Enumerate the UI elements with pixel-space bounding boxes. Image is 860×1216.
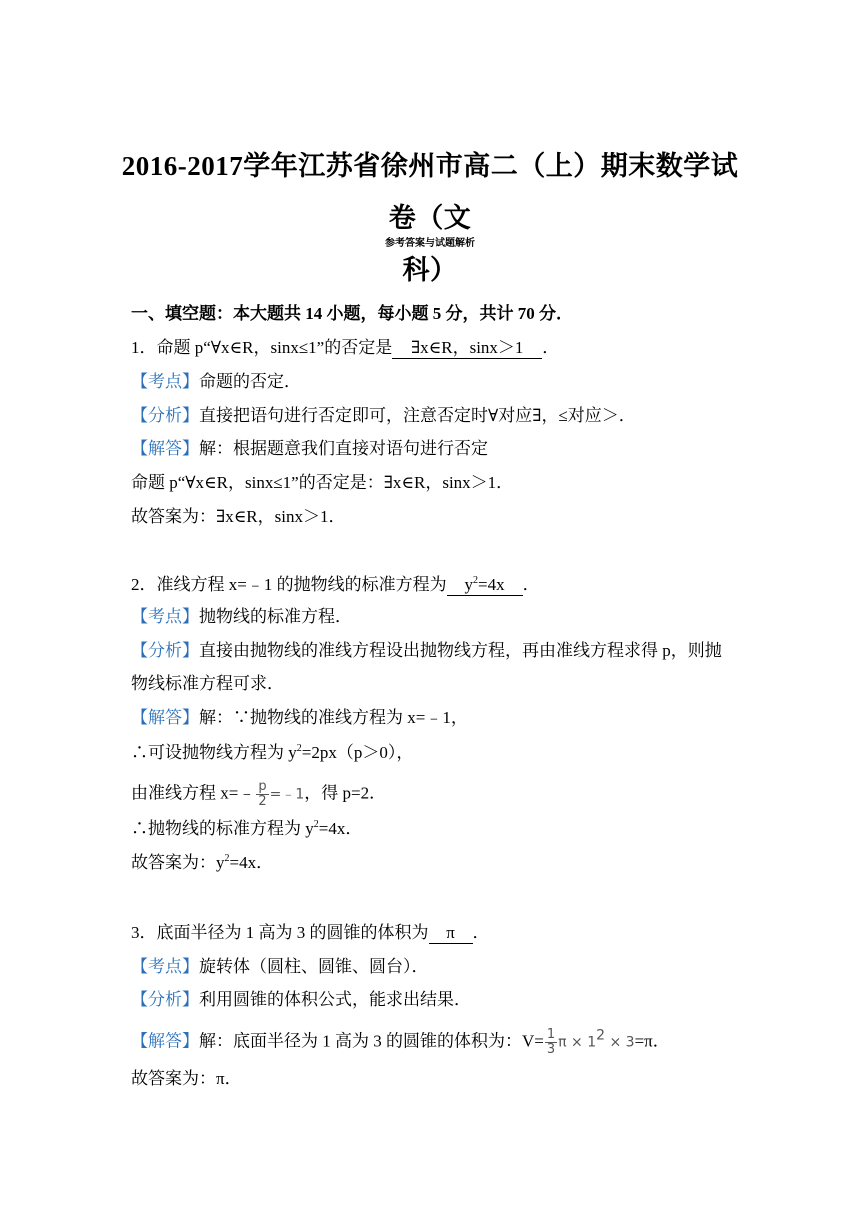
q2-line4-sup: 2 — [313, 819, 319, 830]
q3-formula-a: π × 1 — [558, 1034, 597, 1051]
q2-answer-base: y — [464, 575, 474, 594]
q3-frac-num: 1 — [546, 1027, 556, 1042]
q2-jieda — [131, 706, 468, 730]
q2-kaodian-text: 抛物线的标准方程． — [199, 607, 352, 626]
q3-final-answer: 故答案为：π． — [131, 1069, 242, 1088]
q2-answer-blank — [447, 575, 523, 596]
q1-question — [131, 336, 559, 360]
q3-formula-b: × 3 — [605, 1034, 635, 1051]
q1-jieda — [131, 437, 488, 461]
q3-jieda — [131, 1028, 670, 1057]
kaodian-tag: 【考点】 — [131, 372, 199, 391]
q1-question-text: 1．命题 p“∀x∈R，sinx≤1”的否定是 — [131, 338, 393, 357]
q2-jieda-text: 解：∵抛物线的准线方程为 x=﹣1， — [199, 708, 468, 727]
q3-jieda-text: 解：底面半径为 1 高为 3 的圆锥的体积为：V= — [199, 1031, 544, 1051]
q2-line2-sup: 2 — [296, 743, 302, 754]
jieda-tag: 【解答】 — [131, 708, 199, 727]
q1-question-suffix: ． — [542, 338, 560, 357]
q2-frac-den: 2 — [258, 794, 267, 809]
q2-line3-math: =﹣1 — [269, 786, 305, 803]
q3-fenxi — [131, 988, 471, 1012]
q2-line3-suffix: ，得 p=2． — [304, 783, 387, 803]
fenxi-tag: 【分析】 — [131, 406, 199, 425]
q2-question-suffix: ． — [522, 575, 540, 594]
q2-fenxi-text: 直接由抛物线的准线方程设出抛物线方程，再由准线方程求得 p，则抛 — [199, 641, 722, 660]
q2-solution-line4 — [131, 817, 362, 841]
q3-answer-blank: π — [429, 923, 473, 944]
page-title-line1: 2016-2017学年江苏省徐州市高二（上）期末数学试卷（文 — [121, 151, 739, 233]
q3-frac-den: 3 — [546, 1042, 556, 1057]
q1-final-answer: 故答案为：∃x∈R，sinx＞1． — [131, 507, 346, 526]
q2-final-answer — [131, 851, 273, 875]
q2-question-text: 2．准线方程 x=﹣1 的抛物线的标准方程为 — [131, 575, 447, 594]
q2-final-prefix: 故答案为：y — [131, 853, 225, 872]
q3-question-text: 3．底面半径为 1 高为 3 的圆锥的体积为 — [131, 923, 429, 942]
q3-kaodian-text: 旋转体（圆柱、圆锥、圆台）． — [199, 957, 429, 976]
q2-line3-prefix: 由准线方程 x=﹣ — [131, 783, 256, 803]
q2-fraction — [256, 780, 268, 809]
fenxi-tag: 【分析】 — [131, 990, 199, 1009]
q1-answer-blank: ∃x∈R，sinx＞1 — [392, 338, 542, 359]
q2-fenxi — [131, 639, 722, 663]
q3-formula-sup: 2 — [596, 1027, 606, 1044]
q2-line4-suffix: =4x． — [318, 819, 363, 838]
page-title-line2: 科） — [402, 255, 458, 285]
fenxi-tag: 【分析】 — [131, 641, 199, 660]
page-subtitle: 参考答案与试题解析 — [385, 238, 475, 249]
q2-line2-suffix: =2px（p＞0）， — [301, 743, 414, 762]
q1-fenxi-text: 直接把语句进行否定即可，注意否定时∀对应∃，≤对应＞． — [199, 406, 636, 425]
q3-kaodian — [131, 955, 429, 979]
q3-fraction — [545, 1028, 557, 1057]
q2-frac-num: p — [256, 780, 268, 795]
q2-solution-line2 — [131, 741, 413, 765]
q3-question — [131, 921, 490, 945]
section-heading: 一、填空题：本大题共 14 小题，每小题 5 分，共计 70 分． — [131, 304, 573, 323]
q1-jieda-text: 解：根据题意我们直接对语句进行否定 — [199, 439, 488, 458]
q1-kaodian — [131, 370, 301, 394]
q3-question-suffix: ． — [472, 923, 490, 942]
q3-fenxi-text: 利用圆锥的体积公式，能求出结果． — [199, 990, 471, 1009]
q3-jieda-suffix: =π． — [634, 1031, 670, 1051]
q2-question — [131, 573, 540, 597]
q2-line4-prefix: ∴抛物线的标准方程为 y — [131, 819, 314, 838]
q1-solution-line: 命题 p“∀x∈R，sinx≤1”的否定是：∃x∈R，sinx＞1． — [131, 473, 514, 492]
q2-solution-line3 — [131, 780, 386, 809]
q1-fenxi — [131, 404, 636, 428]
q2-fenxi-cont: 物线标准方程可求． — [131, 674, 284, 693]
q2-final-sup: 2 — [224, 853, 230, 864]
q2-answer-rest: =4x — [478, 575, 505, 594]
q2-final-suffix: =4x． — [229, 853, 274, 872]
page-title — [110, 140, 750, 296]
kaodian-tag: 【考点】 — [131, 957, 199, 976]
q2-answer-sup: 2 — [473, 575, 479, 586]
jieda-tag: 【解答】 — [131, 1031, 199, 1051]
kaodian-tag: 【考点】 — [131, 607, 199, 626]
jieda-tag: 【解答】 — [131, 439, 199, 458]
q1-kaodian-text: 命题的否定． — [199, 372, 301, 391]
q2-kaodian — [131, 605, 352, 629]
q2-line2-prefix: ∴可设抛物线方程为 y — [131, 743, 297, 762]
